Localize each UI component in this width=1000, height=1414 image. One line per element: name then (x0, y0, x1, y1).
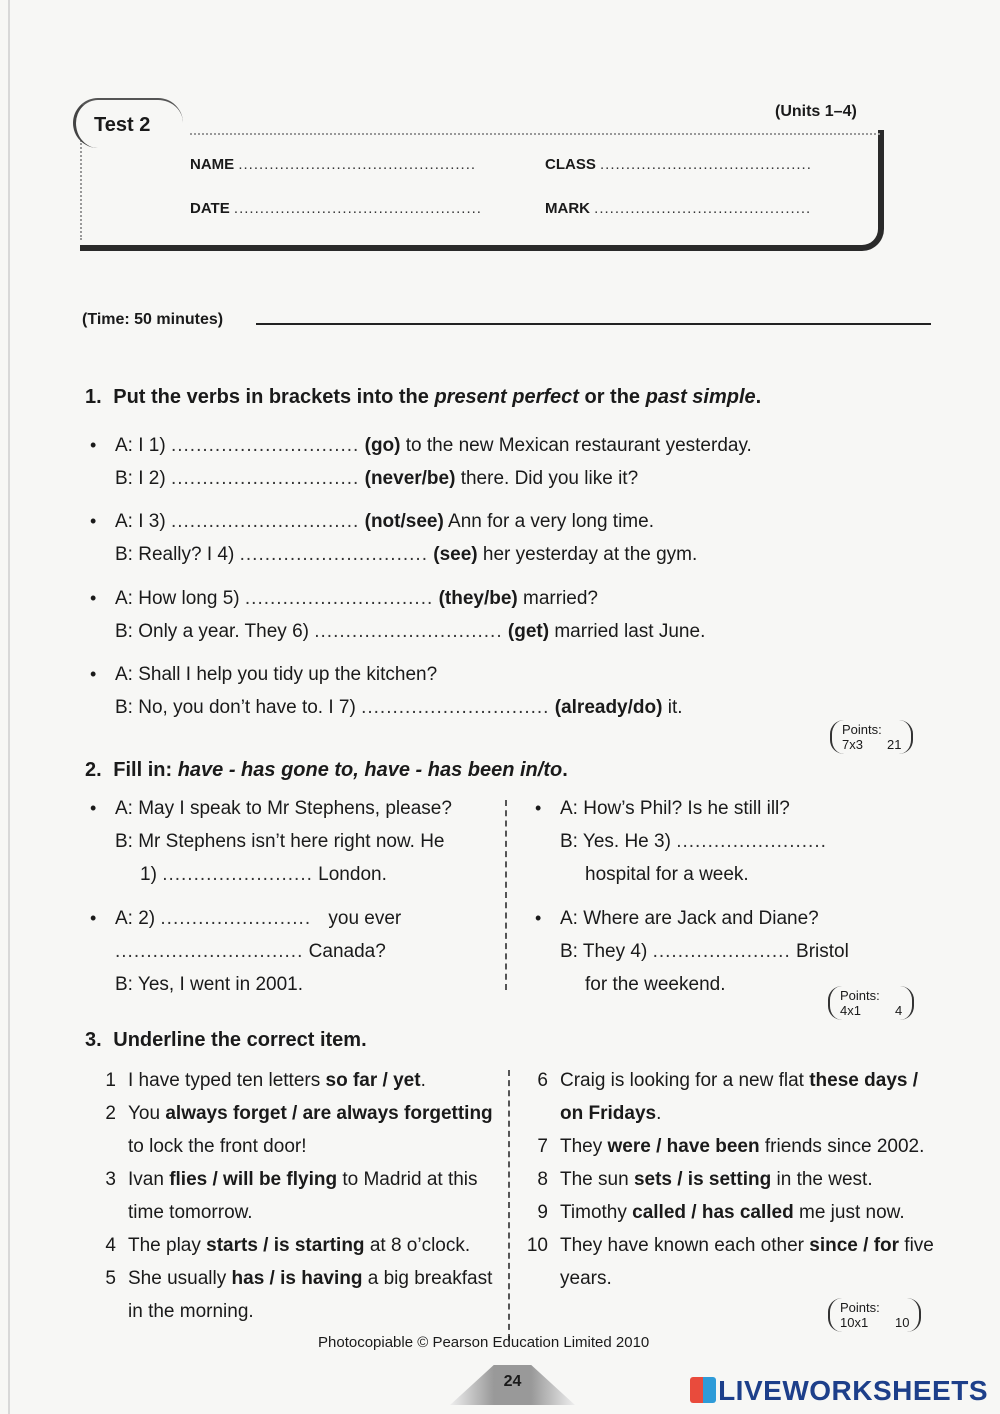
ex2-left-line-6: B: Yes, I went in 2001. (115, 974, 304, 995)
line-text: B: Really? I 4) (115, 544, 235, 565)
answer-blank-5[interactable]: .............................. (244, 588, 434, 609)
choice-options[interactable]: has / is having (231, 1268, 363, 1289)
page-margin-edge (8, 0, 10, 1414)
answer-blank-2b[interactable]: .............................. (115, 941, 304, 962)
choice-options[interactable]: starts / is starting (206, 1235, 365, 1256)
choice-options[interactable]: on Fridays (560, 1103, 657, 1124)
item-number: 7 (537, 1136, 548, 1157)
sentence-text: in the morning. (128, 1301, 254, 1322)
points-total: 10 (895, 1315, 910, 1330)
date-field[interactable] (190, 200, 482, 217)
ex3-left-row (88, 1103, 498, 1136)
item-number: 9 (537, 1202, 548, 1223)
bullet: • (535, 908, 542, 928)
points-total: 4 (895, 1003, 903, 1018)
bullet: • (90, 511, 97, 531)
sentence-text: They (560, 1136, 608, 1157)
ex2-left-line-2: B: Mr Stephens isn’t here right now. He (115, 831, 445, 852)
heading-text: have - has gone to, have - has been in/to (177, 759, 563, 781)
ex3-left-row (88, 1202, 498, 1235)
line-text: married last June. (549, 621, 706, 642)
heading-text: past simple (645, 386, 756, 408)
choice-options[interactable]: always forget / are always forgetting (165, 1103, 493, 1124)
verb-cue: (see) (433, 544, 478, 565)
ex3-left-column (88, 1070, 498, 1334)
sentence-text: five (899, 1235, 934, 1256)
points-calc: 4x1 (840, 1003, 861, 1018)
answer-blank-1[interactable]: ........................ (162, 864, 313, 885)
points-calc: 7x3 (842, 737, 863, 752)
answer-blank-2[interactable]: .............................. (170, 468, 360, 489)
sentence-text: me just now. (793, 1202, 905, 1223)
line-text: Ann for a very long time. (443, 511, 654, 532)
exercise-2-heading (85, 759, 568, 782)
heading-text: or the (578, 386, 646, 408)
item-number: 10 (526, 1235, 548, 1256)
ex3-right-column (520, 1070, 940, 1301)
line-text: married? (517, 588, 598, 609)
ex2-left-line-5 (115, 941, 386, 963)
ex2-right-line-1: A: How’s Phil? Is he still ill? (560, 798, 790, 819)
class-label: CLASS (545, 156, 596, 173)
copyright-notice: Photocopiable © Pearson Education Limited 2010 (318, 1334, 650, 1351)
ex3-right-row (520, 1169, 940, 1202)
heading-text: . (562, 759, 568, 781)
bullet: • (90, 588, 97, 608)
line-text: A: 2) (115, 908, 156, 929)
ex3-left-row (88, 1235, 498, 1268)
brand-watermark[interactable] (690, 1375, 988, 1407)
ex2-left-line-4 (115, 908, 401, 930)
date-blank[interactable]: ................................................ (233, 200, 482, 217)
choice-options[interactable]: since / for (809, 1235, 900, 1256)
test-label: Test 2 (73, 98, 183, 148)
bullet: • (90, 435, 97, 455)
item-number: 5 (105, 1268, 116, 1289)
item-number: 6 (537, 1070, 548, 1091)
header-dotted-edge (80, 140, 82, 240)
name-field[interactable] (190, 156, 476, 173)
line-text: Canada? (308, 941, 386, 962)
verb-cue: (get) (507, 621, 550, 642)
points-calc: 10x1 (840, 1315, 869, 1330)
line-text: B: They 4) (560, 941, 648, 962)
line-text: B: No, you don’t have to. I 7) (115, 697, 356, 718)
answer-blank-6[interactable]: .............................. (314, 621, 503, 642)
points-label: Points: (840, 1300, 880, 1315)
sentence-text: a big breakfast (362, 1268, 493, 1289)
mark-blank[interactable]: .......................................... (594, 200, 812, 217)
sentence-text: The sun (560, 1169, 634, 1190)
ex3-right-row (520, 1268, 940, 1301)
choice-options[interactable]: called / has called (632, 1202, 794, 1223)
heading-text: present perfect (434, 386, 579, 408)
line-text: B: Only a year. They 6) (115, 621, 309, 642)
line-text: her yesterday at the gym. (477, 544, 698, 565)
answer-blank-2[interactable]: ........................ (160, 908, 312, 929)
line-text: B: I 2) (115, 468, 166, 489)
ex2-right-line-5 (560, 941, 849, 963)
ex3-right-row (520, 1136, 940, 1169)
heading-text: Underline the correct item. (113, 1029, 367, 1051)
sentence-text: They have known each other (560, 1235, 810, 1256)
sentence-text: at 8 o’clock. (364, 1235, 471, 1256)
ex1-points (830, 720, 913, 754)
heading-text: Put the verbs in brackets into the (113, 386, 435, 408)
verb-cue: (go) (364, 435, 401, 456)
ex1-line-7 (115, 664, 437, 686)
date-label: DATE (190, 200, 230, 217)
ex3-left-row (88, 1268, 498, 1301)
ex2-points (828, 986, 914, 1020)
ex3-right-row (520, 1235, 940, 1268)
line-text: to the new Mexican restaurant yesterday. (400, 435, 752, 456)
column-divider (508, 1070, 510, 1340)
ex1-line-8 (115, 697, 683, 719)
choice-options[interactable]: flies / will be flying (169, 1169, 338, 1190)
ex2-right-line-6: for the weekend. (585, 974, 726, 995)
line-text: it. (662, 697, 683, 718)
answer-blank-4[interactable]: ...................... (652, 941, 791, 962)
line-text: there. Did you like it? (455, 468, 639, 489)
ex1-line-2 (115, 468, 638, 490)
sentence-text: The play (128, 1235, 207, 1256)
points-label: Points: (840, 988, 880, 1003)
bullet: • (90, 664, 97, 684)
exercise-number: 2. (85, 759, 102, 781)
ex1-line-6 (115, 621, 705, 643)
points-total: 21 (887, 737, 902, 752)
time-limit: (Time: 50 minutes) (82, 311, 224, 328)
exercise-1-heading (85, 386, 761, 409)
verb-cue: (already/do) (554, 697, 663, 718)
ex2-right-line-4: A: Where are Jack and Diane? (560, 908, 819, 929)
line-text: A: Shall I help you tidy up the kitchen? (115, 664, 438, 685)
time-rule (256, 323, 931, 325)
name-blank[interactable]: .............................................. (238, 156, 477, 173)
sentence-text: friends since 2002. (759, 1136, 925, 1157)
heading-text: . (755, 386, 762, 408)
item-number: 2 (105, 1103, 116, 1124)
item-number: 1 (105, 1070, 116, 1091)
class-field[interactable] (545, 156, 812, 173)
sentence-text: . (420, 1070, 426, 1091)
choice-options[interactable]: were / have been (607, 1136, 760, 1157)
sentence-text: years. (560, 1268, 612, 1289)
brand-name: LIVEWORKSHEETS (718, 1375, 988, 1406)
item-number: 3 (105, 1169, 116, 1190)
choice-options[interactable]: so far / yet (325, 1070, 421, 1091)
line-text: Bristol (796, 941, 849, 962)
class-blank[interactable]: ......................................... (600, 156, 812, 173)
line-text: London. (318, 864, 387, 885)
ex3-left-row (88, 1301, 498, 1334)
sentence-text: Ivan (128, 1169, 170, 1190)
mark-label: MARK (545, 200, 590, 217)
mark-field[interactable] (545, 200, 811, 217)
ex3-right-row (520, 1070, 940, 1103)
sentence-text: Timothy (560, 1202, 633, 1223)
sentence-text: . (656, 1103, 662, 1124)
line-text: A: I 3) (115, 511, 166, 532)
ex1-line-4 (115, 544, 697, 566)
answer-blank-3[interactable]: ........................ (676, 831, 827, 852)
line-text: 1) (140, 864, 157, 885)
name-label: NAME (190, 156, 235, 173)
answer-blank-3[interactable]: .............................. (170, 511, 360, 532)
ex2-left-line-1: A: May I speak to Mr Stephens, please? (115, 798, 452, 819)
ex3-points (828, 1298, 921, 1332)
answer-blank-7[interactable]: .............................. (361, 697, 550, 718)
ex3-right-row (520, 1103, 940, 1136)
page-number: 24 (503, 1373, 522, 1390)
sentence-text: Craig is looking for a new flat (560, 1070, 810, 1091)
sentence-text: in the west. (771, 1169, 873, 1190)
liveworksheets-logo-icon (690, 1377, 716, 1403)
sentence-text: She usually (128, 1268, 232, 1289)
units-label: (Units 1–4) (775, 103, 857, 120)
choice-options[interactable]: these days / (809, 1070, 919, 1091)
bullet: • (90, 798, 97, 818)
exercise-3-heading (85, 1029, 367, 1052)
sentence-text: to lock the front door! (128, 1136, 307, 1157)
ex3-left-row (88, 1070, 498, 1103)
answer-blank-1[interactable]: .............................. (170, 435, 360, 456)
column-divider (505, 800, 507, 990)
ex3-left-row (88, 1136, 498, 1169)
ex3-left-row (88, 1169, 498, 1202)
verb-cue: (not/see) (364, 511, 444, 532)
ex1-line-3 (115, 511, 654, 533)
verb-cue: (they/be) (438, 588, 518, 609)
ex1-line-1 (115, 435, 752, 457)
bullet: • (535, 798, 542, 818)
ex2-right-line-3: hospital for a week. (585, 864, 749, 885)
ex2-left-line-3 (140, 864, 387, 886)
sentence-text: You (128, 1103, 166, 1124)
line-text: A: How long 5) (115, 588, 240, 609)
answer-blank-4[interactable]: .............................. (239, 544, 428, 565)
header-box (80, 130, 884, 251)
item-number: 4 (105, 1235, 116, 1256)
header-dotted-rule (190, 133, 880, 135)
exercise-number: 3. (85, 1029, 102, 1051)
line-text: you ever (328, 908, 402, 929)
heading-text: Fill in: (113, 759, 178, 781)
bullet: • (90, 908, 97, 928)
choice-options[interactable]: sets / is setting (633, 1169, 772, 1190)
sentence-text: to Madrid at this (337, 1169, 478, 1190)
sentence-text: I have typed ten letters (128, 1070, 326, 1091)
exercise-number: 1. (85, 386, 102, 408)
line-text: A: I 1) (115, 435, 166, 456)
verb-cue: (never/be) (364, 468, 456, 489)
ex1-line-5 (115, 588, 598, 610)
line-text: B: Yes. He 3) (560, 831, 671, 852)
sentence-text: time tomorrow. (128, 1202, 253, 1223)
points-label: Points: (842, 722, 882, 737)
item-number: 8 (537, 1169, 548, 1190)
ex2-right-line-2 (560, 831, 827, 853)
ex3-right-row (520, 1202, 940, 1235)
